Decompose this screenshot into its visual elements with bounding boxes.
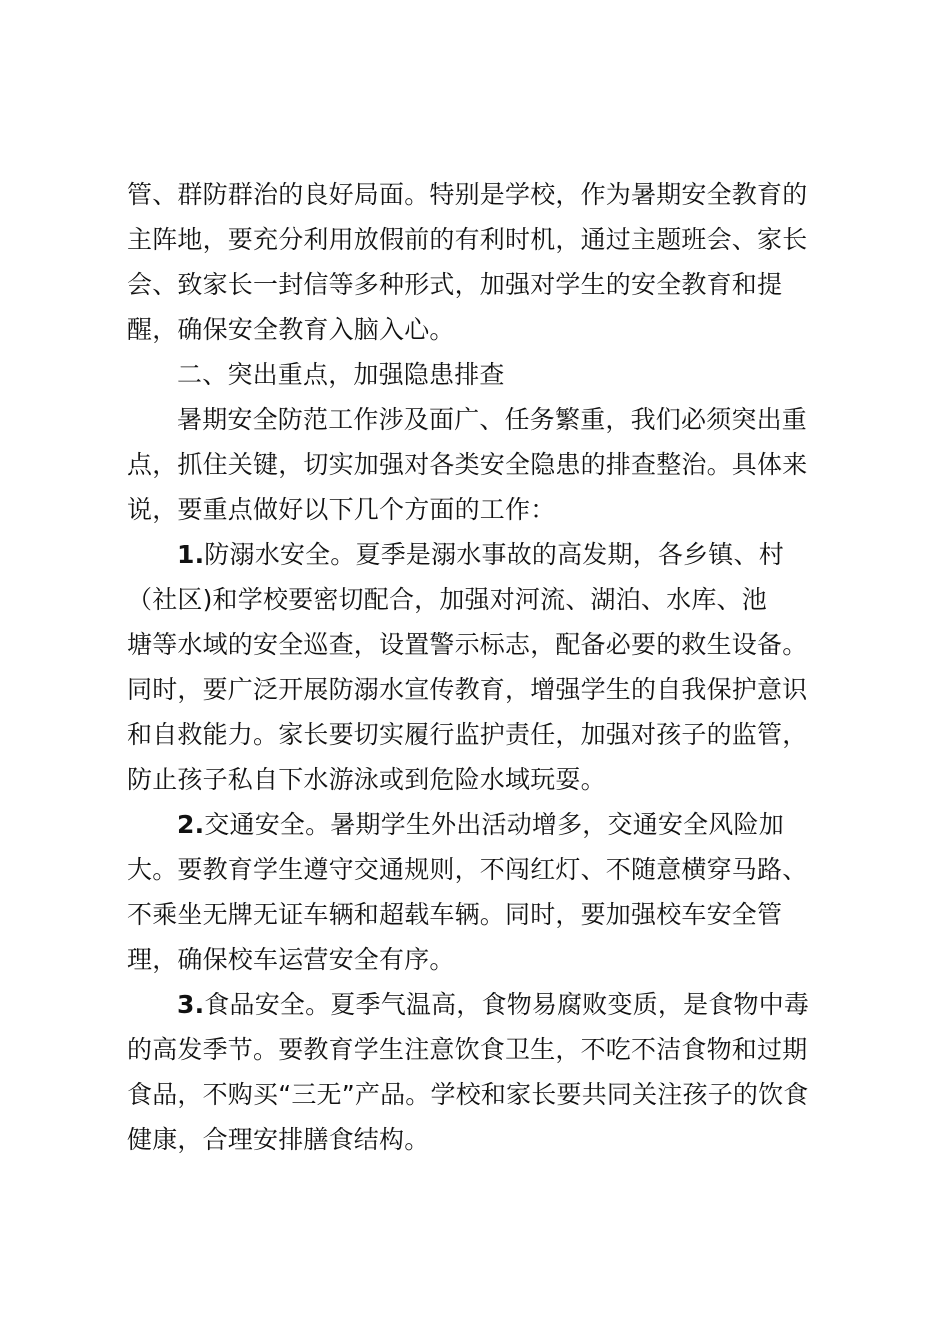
text-line: 健康，合理安排膳食结构。 [127,1125,430,1154]
text-line: 食品，不购买“三无”产品。学校和家长要共同关注孩子的饮食 [127,1080,809,1109]
text-line [127,532,827,577]
paragraph-continuation [127,172,827,352]
text-line: 同时，要广泛开展防溺水宣传教育，增强学生的自我保护意识 [127,675,808,704]
text-line: 管、群防群治的良好局面。特别是学校，作为暑期安全教育的 [127,180,808,209]
list-item-food-safety [127,982,827,1162]
text-line: 点，抓住关键，切实加强对各类安全隐患的排查整治。具体来 [127,450,808,479]
text-line: 不乘坐无牌无证车辆和超载车辆。同时，要加强校车安全管 [127,900,783,929]
section-heading [127,352,827,397]
text-line: 醒，确保安全教育入脑入心。 [127,315,455,344]
text-line [127,802,827,847]
document-body [127,172,827,1162]
text-line: 说，要重点做好以下几个方面的工作： [127,495,556,524]
list-item-traffic-safety [127,802,827,982]
section-heading-text: 二、突出重点，加强隐患排查 [177,360,505,389]
text-line: 理，确保校车运营安全有序。 [127,945,455,974]
text-line: 主阵地，要充分利用放假前的有利时机，通过主题班会、家长 [127,225,808,254]
text-line: 大。要教育学生遵守交通规则，不闯红灯、不随意横穿马路、 [127,855,808,884]
text-line: 和自救能力。家长要切实履行监护责任，加强对孩子的监管， [127,720,808,749]
text-line: 塘等水域的安全巡查，设置警示标志，配备必要的救生设备。 [127,630,808,659]
text-line: 防止孩子私自下水游泳或到危险水域玩耍。 [127,765,606,794]
text-line: 暑期安全防范工作涉及面广、任务繁重，我们必须突出重 [177,405,808,434]
text-line: 会、致家长一封信等多种形式，加强对学生的安全教育和提 [127,270,783,299]
list-item-drowning-safety [127,532,827,802]
item-text: 食品安全。夏季气温高，食物易腐败变质，是食物中毒 [204,990,810,1019]
item-number: 3. [177,990,205,1019]
paragraph-intro [127,397,827,532]
text-line: 的高发季节。要教育学生注意饮食卫生，不吃不洁食物和过期 [127,1035,808,1064]
item-text: 防溺水安全。夏季是溺水事故的高发期，各乡镇、村 [204,540,784,569]
text-line: （社区)和学校要密切配合，加强对河流、湖泊、水库、池 [127,585,767,614]
item-number: 2. [177,810,205,839]
item-number: 1. [177,540,205,569]
text-line [127,982,827,1027]
item-text: 交通安全。暑期学生外出活动增多，交通安全风险加 [204,810,784,839]
